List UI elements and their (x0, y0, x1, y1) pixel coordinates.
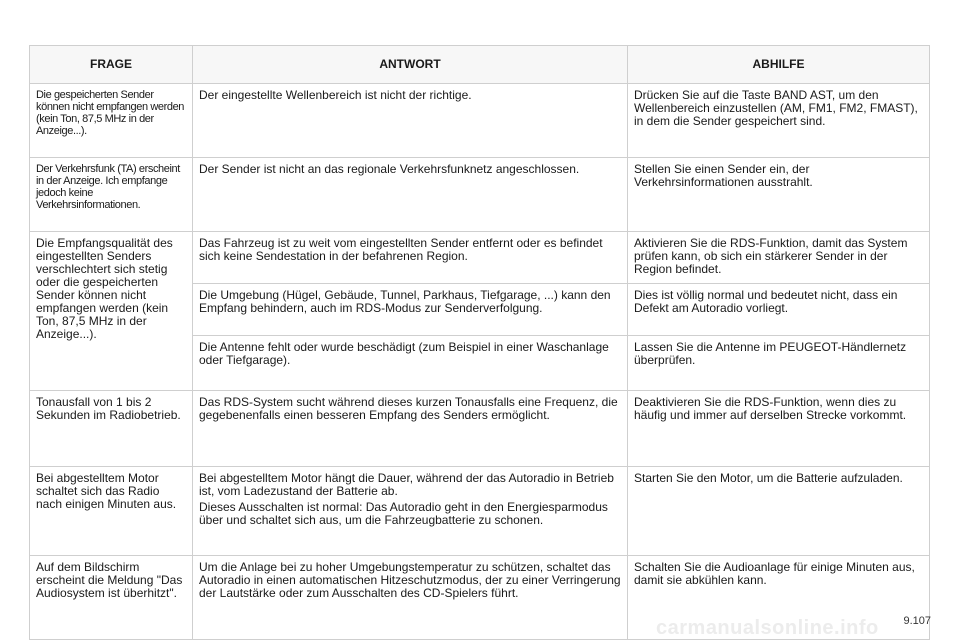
table-row (30, 232, 930, 284)
answer-text: Der eingestellte Wellenbereich ist nicht der richtige. (199, 88, 472, 102)
remedy-cell: Drücken Sie auf die Taste BAND AST, um den Wellenbereich einzustellen (AM, FM1, FM2, FMAST), in dem die Sender gespeichert sind. (628, 84, 930, 158)
answer-text: Der Sender ist nicht an das regionale Verkehrsfunknetz angeschlossen. (199, 162, 580, 176)
table-row (30, 84, 930, 158)
answer-text: Bei abgestelltem Motor hängt die Dauer, während der das Autoradio in Betrieb ist, vom Ladezustand der Batterie ab. (199, 471, 614, 498)
table-header-row (30, 46, 930, 84)
remedy-cell: Lassen Sie die Antenne im PEUGEOT-Händlernetz überprüfen. (628, 336, 930, 391)
header-remedy: ABHILFE (628, 46, 930, 84)
answer-cell (193, 336, 628, 391)
answer-text: Das RDS-System sucht während dieses kurzen Tonausfalls eine Frequenz, die gegebenenfalls einen besseren Empfang des Senders ermöglicht. (199, 395, 618, 422)
header-answer: ANTWORT (193, 46, 628, 84)
question-cell: Die gespeicherten Sender können nicht empfangen werden (kein Ton, 87,5 MHz in der Anzeige...). (30, 84, 193, 158)
remedy-cell: Dies ist völlig normal und bedeutet nicht, dass ein Defekt am Autoradio vorliegt. (628, 284, 930, 336)
answer-cell (193, 391, 628, 467)
answer-cell (193, 556, 628, 640)
troubleshooting-table (29, 45, 930, 640)
remedy-cell: Schalten Sie die Audioanlage für einige Minuten aus, damit sie abkühlen kann. (628, 556, 930, 640)
question-cell: Bei abgestelltem Motor schaltet sich das Radio nach einigen Minuten aus. (30, 467, 193, 556)
answer-cell (193, 467, 628, 556)
page-number: 9.107 (903, 615, 931, 627)
question-cell: Auf dem Bildschirm erscheint die Meldung "Das Audiosystem ist überhitzt". (30, 556, 193, 640)
answer-text: Dieses Ausschalten ist normal: Das Autoradio geht in den Energiesparmodus über und schaltet sich aus, um die Fahrzeugbatterie zu schonen. (199, 500, 608, 527)
table-row (30, 391, 930, 467)
answer-text: Um die Anlage bei zu hoher Umgebungstemperatur zu schützen, schaltet das Autoradio in einen automatischen Hitzeschutzmodus, der zu einer Verringerung der Lautstärke oder zum Ausschalten des CD-Spielers führt. (199, 560, 621, 600)
answer-cell (193, 84, 628, 158)
answer-text: Die Antenne fehlt oder wurde beschädigt (zum Beispiel in einer Waschanlage oder Tiefgarage). (199, 340, 609, 367)
question-cell: Der Verkehrsfunk (TA) erscheint in der Anzeige. Ich empfange jedoch keine Verkehrsinformationen. (30, 158, 193, 232)
remedy-cell: Aktivieren Sie die RDS-Funktion, damit das System prüfen kann, ob sich ein stärkerer Sender in der Region befindet. (628, 232, 930, 284)
answer-text: Die Umgebung (Hügel, Gebäude, Tunnel, Parkhaus, Tiefgarage, ...) kann den Empfang behindern, auch im RDS-Modus zur Senderverfolgung. (199, 288, 611, 315)
remedy-cell: Stellen Sie einen Sender ein, der Verkehrsinformationen ausstrahlt. (628, 158, 930, 232)
table-row (30, 467, 930, 556)
answer-cell (193, 284, 628, 336)
remedy-cell: Deaktivieren Sie die RDS-Funktion, wenn dies zu häufig und immer auf derselben Strecke vorkommt. (628, 391, 930, 467)
answer-text: Das Fahrzeug ist zu weit vom eingestellten Sender entfernt oder es befindet sich keine Sendestation in der befahrenen Region. (199, 236, 603, 263)
answer-cell (193, 232, 628, 284)
question-cell: Tonausfall von 1 bis 2 Sekunden im Radiobetrieb. (30, 391, 193, 467)
table-row (30, 158, 930, 232)
answer-cell (193, 158, 628, 232)
question-cell: Die Empfangsqualität des eingestellten Senders verschlechtert sich stetig oder die gespeicherten Sender können nicht empfangen werden (kein Ton, 87,5 MHz in der Anzeige...). (30, 232, 193, 391)
watermark: carmanualsonline.info (656, 617, 879, 639)
header-question: FRAGE (30, 46, 193, 84)
remedy-cell: Starten Sie den Motor, um die Batterie aufzuladen. (628, 467, 930, 556)
